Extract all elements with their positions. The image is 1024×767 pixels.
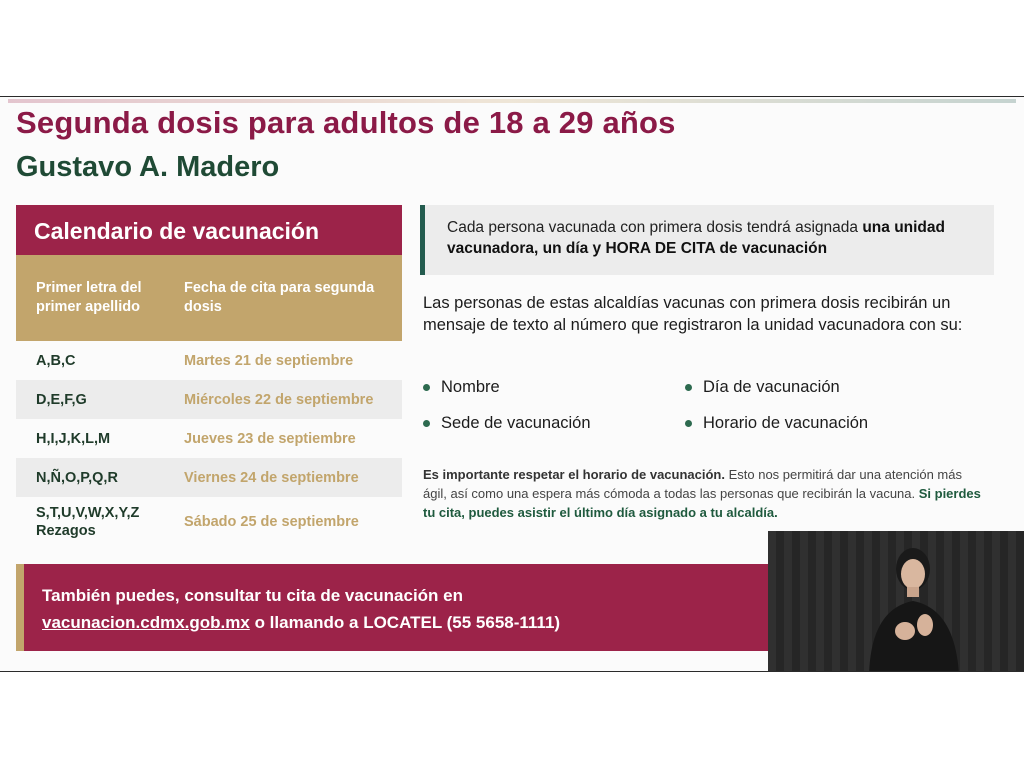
bullet-dot-icon: [423, 384, 430, 391]
callout-text: [425, 205, 994, 259]
slide: [0, 96, 1024, 672]
vacunacion-link[interactable]: vacunacion.cdmx.gob.mx: [42, 613, 250, 632]
banner-line2: o llamando a LOCATEL (55 5658-1111): [249, 613, 561, 632]
row-letters-line1: S,T,U,V,W,X,Y,Z: [36, 505, 140, 521]
bullet-label: Horario de vacunación: [703, 414, 869, 432]
page-subtitle: Gustavo A. Madero: [16, 151, 280, 183]
important-note: [423, 465, 988, 522]
interpreter-figure: [861, 545, 965, 671]
row-date: Martes 21 de septiembre: [184, 352, 354, 369]
calendar-heading: Calendario de vacunación: [16, 205, 402, 255]
bullet-item: [423, 378, 500, 397]
locatel-banner: [16, 564, 768, 651]
row-date: Miércoles 22 de septiembre: [184, 391, 374, 408]
table-row: [16, 341, 402, 380]
vaccination-calendar: [16, 205, 402, 547]
bullet-dot-icon: [685, 420, 692, 427]
column-header-letters: Primer letra del primer apellido: [36, 280, 142, 315]
bullet-item: [685, 414, 868, 433]
bullet-label: Sede de vacunación: [441, 414, 591, 432]
note-normal: Esto nos permitirá dar una atención más ágil, así como una espera más cómoda a todas las personas que recibirán la vacuna.: [423, 467, 962, 501]
table-row: [16, 497, 402, 547]
note-bold-1: Es importante respetar el horario de vacunación.: [423, 467, 725, 482]
callout-text-bold: una unidad vacunadora, un día y HORA DE CITA de vacunación: [447, 219, 945, 257]
bullet-item: [423, 414, 591, 433]
appointment-callout: [420, 205, 994, 275]
row-letters: [16, 504, 164, 540]
bullet-dot-icon: [423, 420, 430, 427]
callout-text-normal: Cada persona vacunada con primera dosis tendrá asignada: [447, 219, 863, 236]
row-letters-line2: Rezagos: [36, 523, 96, 539]
decorative-stripe: [8, 99, 1016, 103]
calendar-column-headers: [16, 255, 402, 341]
sign-language-interpreter-video: [768, 531, 1024, 671]
banner-text: [24, 564, 768, 636]
table-row: [16, 380, 402, 419]
bullet-item: [685, 378, 840, 397]
column-header-date: Fecha de cita para segunda dosis: [184, 280, 375, 315]
bullet-dot-icon: [685, 384, 692, 391]
page-title: Segunda dosis para adultos de 18 a 29 años: [16, 105, 676, 140]
row-letters: N,Ñ,O,P,Q,R: [36, 469, 118, 486]
table-row: [16, 458, 402, 497]
row-letters: A,B,C: [36, 352, 76, 369]
row-date: Viernes 24 de septiembre: [184, 469, 359, 486]
bullet-label: Nombre: [441, 378, 500, 396]
sms-message-text: Las personas de estas alcaldías vacunas con primera dosis recibirán un mensaje de texto al número que registraron la unidad vacunadora con su:: [423, 294, 963, 334]
row-letters: H,I,J,K,L,M: [36, 430, 111, 447]
row-letters: D,E,F,G: [36, 391, 87, 408]
note-bold-2: Si pierdes tu cita, puedes asistir el último día asignado a tu alcaldía.: [423, 486, 981, 520]
row-date: Jueves 23 de septiembre: [184, 430, 356, 447]
banner-line1: También puedes, consultar tu cita de vacunación en: [42, 586, 464, 605]
row-date: Sábado 25 de septiembre: [184, 514, 359, 530]
bullet-label: Día de vacunación: [703, 378, 840, 396]
table-row: [16, 419, 402, 458]
